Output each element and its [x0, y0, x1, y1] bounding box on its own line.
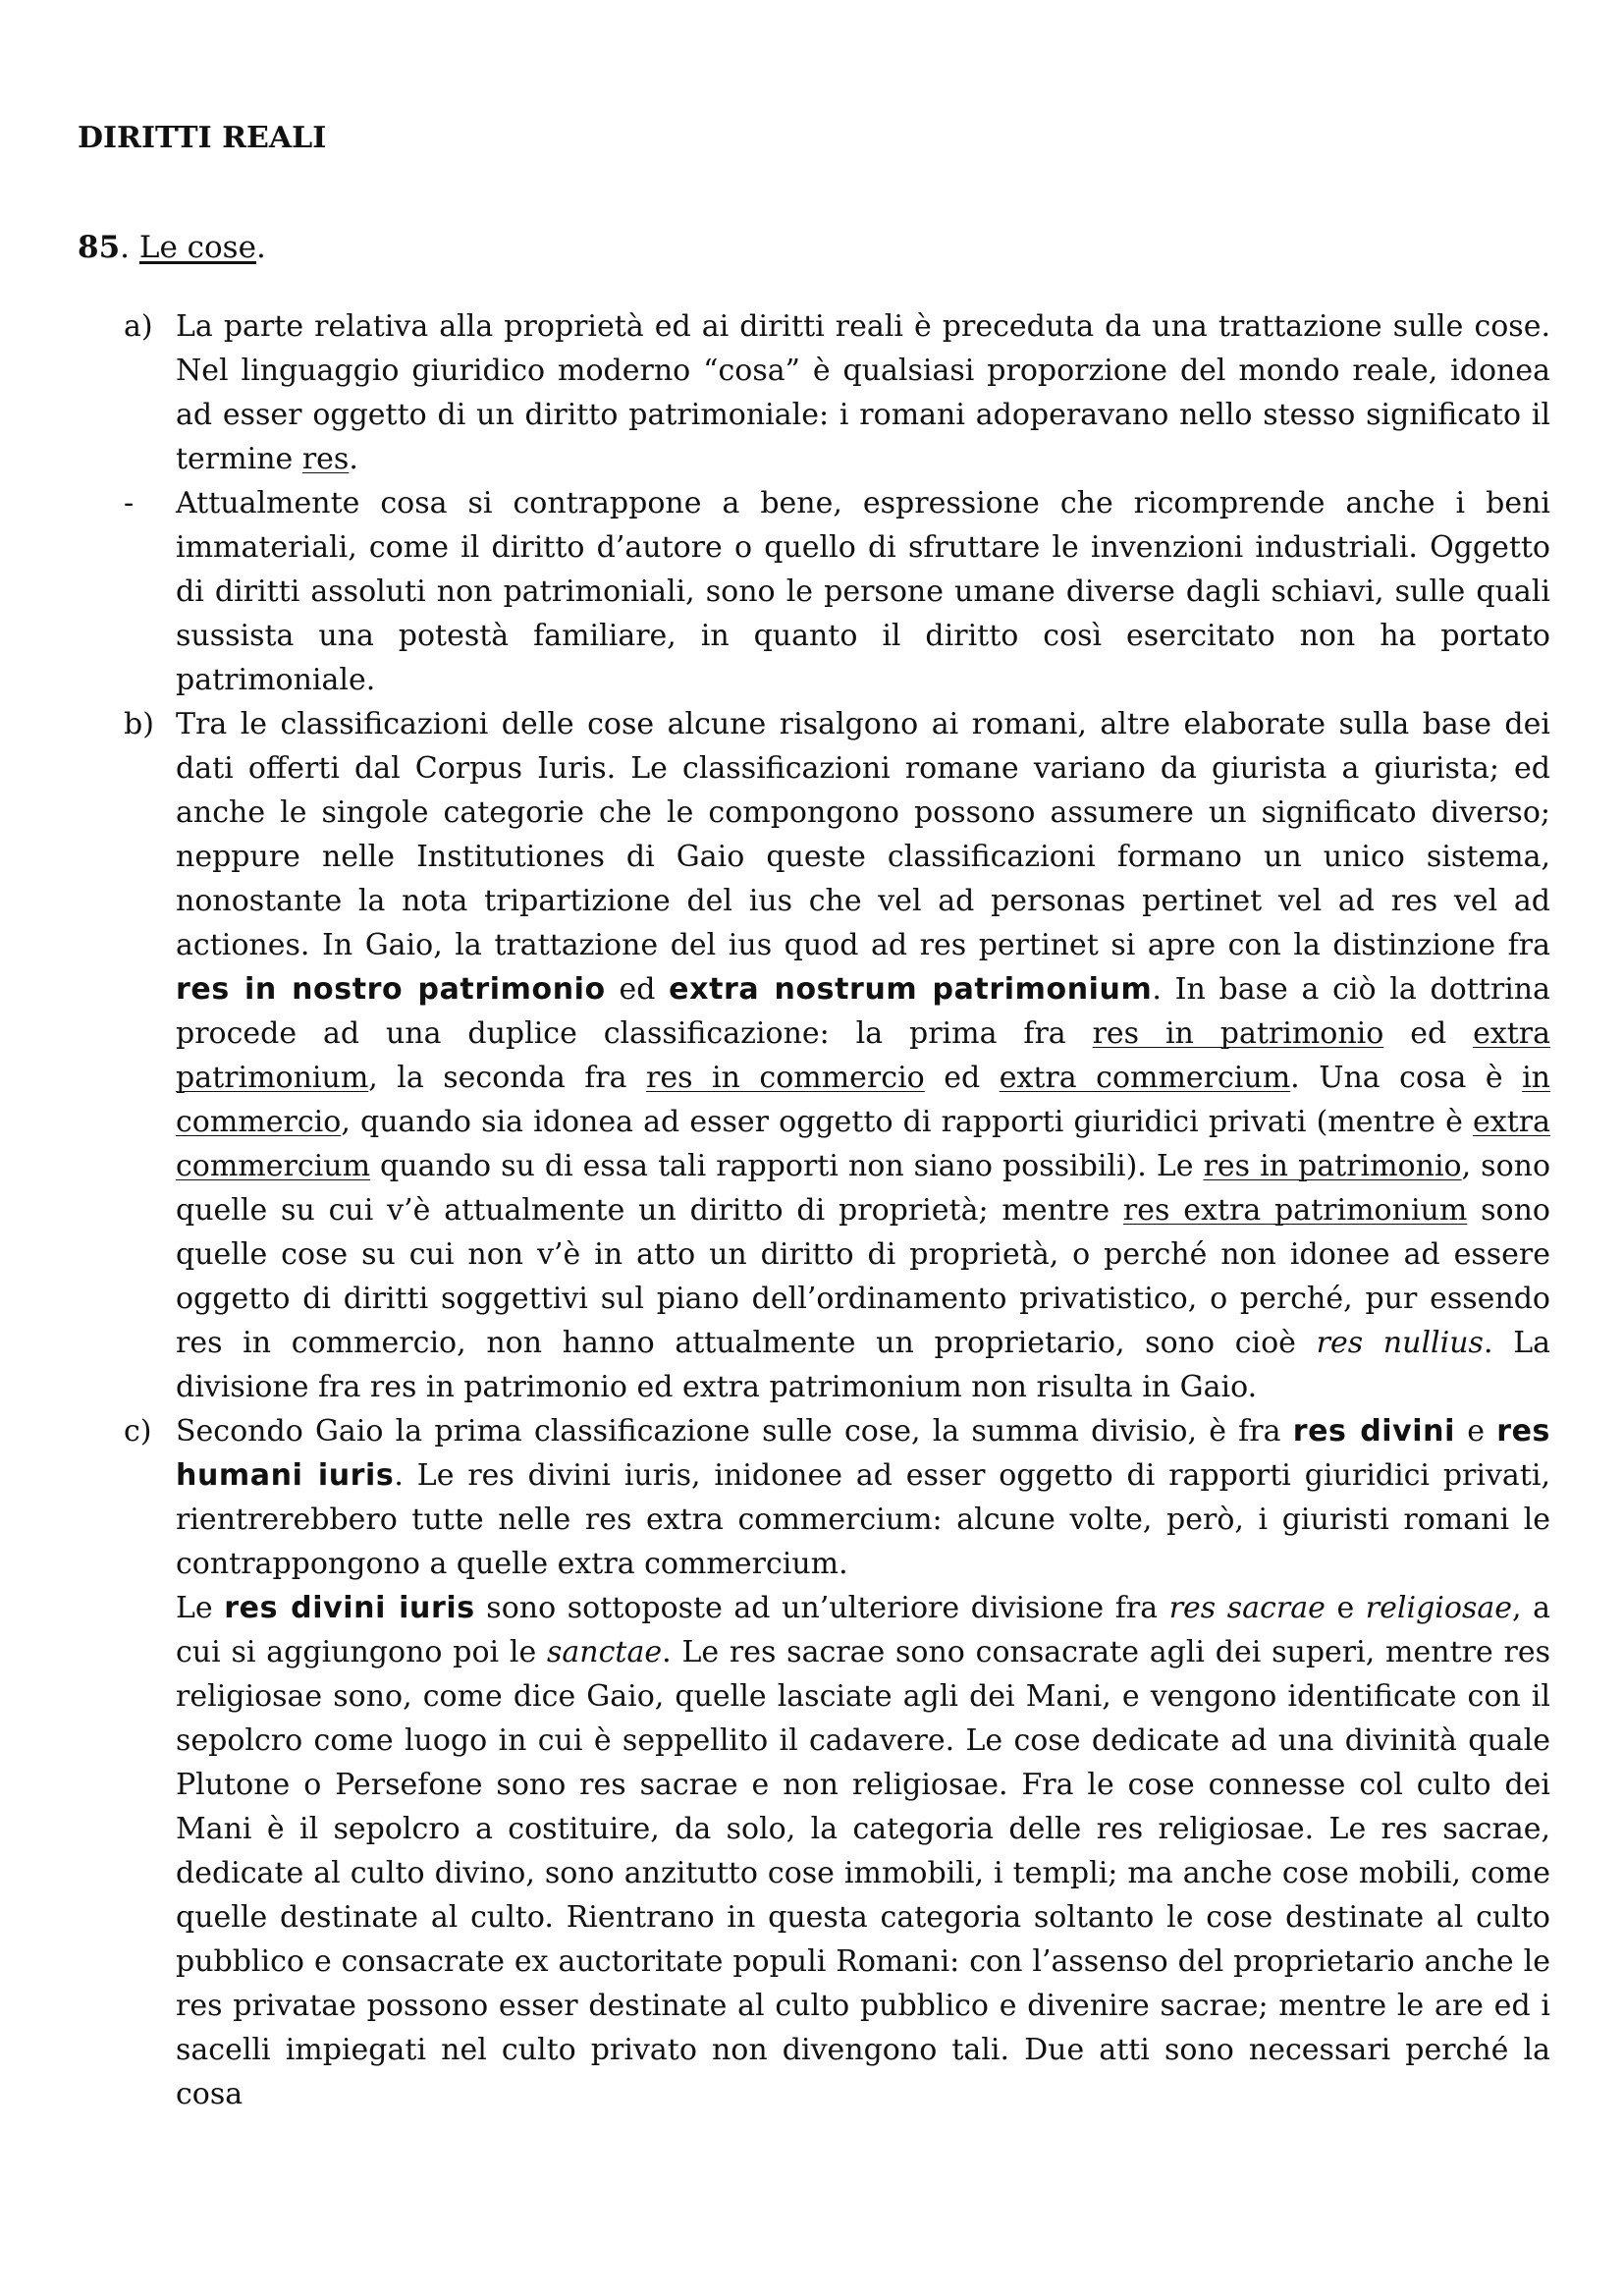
section-title-text: Le cose [138, 230, 256, 265]
text-run: sono quelle cose su cui non v’è in atto un diritto di proprietà, o perché non idonee ad essere oggetto di diritti soggettivi sul piano dell’ordinamento privatistico, o perché, pur essendo res in commercio, non hanno attualmente un proprietario, sono cioè [176, 1193, 1550, 1360]
text-run: Tra le classificazioni delle cose alcune risalgono ai romani, altre elaborate sulla base dei dati offerti dal Corpus Iuris. Le classificazioni romane variano da giurista a giurista; ed anche le singole categorie che le compongono possono assumere un significato diverso; neppure nelle Institutiones di Gaio queste classificazioni formano un unico sistema, nonostante la nota tripartizione del ius che vel ad personas pertinet vel ad res vel ad actiones. In Gaio, la trattazione del ius quod ad res pertinet si apre con la distinzione fra [176, 707, 1550, 962]
underlined-term: extra patrimonium [176, 1016, 1551, 1095]
text-run: ed [924, 1061, 1000, 1095]
underlined-term: extra commercium [176, 1105, 1550, 1183]
text-run: La parte relativa alla proprietà ed ai diritti reali è preceduta da una trattazione sulle cose. Nel linguaggio giuridico moderno “cosa” è qualsiasi proporzione del mondo reale, idonea ad esser oggetto di un diritto patrimoniale: i romani adoperavano nello stesso significato il termine [176, 309, 1550, 476]
underlined-term: res in patrimonio [1092, 1016, 1384, 1051]
list-item [78, 702, 1550, 1409]
underlined-term: res in commercio [646, 1061, 925, 1095]
text-run: quando su di essa tali rapporti non siano possibili). Le [370, 1149, 1204, 1183]
list-item [78, 481, 1550, 702]
list-item [78, 1409, 1550, 2116]
text-run: ed [605, 972, 670, 1007]
text-run: . Una cosa è [1290, 1061, 1523, 1095]
chapter-heading: DIRITTI REALI [78, 121, 327, 155]
bold-term: res humani iuris [176, 1414, 1550, 1493]
text-run: . La divisione fra res in patrimonio ed extra patrimonium non risulta in Gaio. [176, 1326, 1551, 1404]
bold-term: extra nostrum patrimonium [669, 972, 1153, 1007]
underlined-term: in commercio [176, 1061, 1550, 1139]
text-run: Secondo Gaio la prima classificazione sulle cose, la summa divisio, è fra [176, 1414, 1293, 1449]
underlined-term: extra commercium [999, 1061, 1291, 1095]
text-run: . Le res sacrae sono consacrate agli dei superi, mentre res religiosae sono, come dice Gaio, quelle lasciate agli dei Mani, e vengono identificate con il sepolcro come luogo in cui è seppellito il cadavere. Le cose dedicate ad una divinità quale Plutone o Persefone sono res sacrae e non religiosae. Fra le cose connesse col culto dei Mani è il sepolcro a costituire, da solo, la categoria delle res religiosae. Le res sacrae, dedicate al culto divino, sono anzitutto cose immobili, i templi; ma anche cose mobili, come quelle destinate al culto. Rientrano in questa categoria soltanto le cose destinate al culto pubblico e consacrate ex auctoritate populi Romani: con l’assenso del proprietario anche le res privatae possono esser destinate al culto pubblico e divenire sacrae; mentre le are ed i sacelli impiegati nel culto privato non divengono tali. Due atti sono necessari perché la cosa [176, 1635, 1550, 2111]
italic-term: res nullius [1316, 1326, 1484, 1360]
text-run: Attualmente cosa si contrappone a bene, espressione che ricomprende anche i beni immateriali, come il diritto d’autore o quello di sfruttare le invenzioni industriali. Oggetto di diritti assoluti non patrimoniali, sono le persone umane diverse dagli schiavi, sulle quali sussista una potestà familiare, in quanto il diritto così esercitato non ha portato patrimoniale. [176, 486, 1550, 697]
italic-term: res sacrae [1168, 1591, 1326, 1625]
text-run: , la seconda fra [368, 1061, 647, 1095]
paragraph-list [78, 304, 1550, 2116]
section-number: 85 [78, 230, 121, 265]
text-run: sono sottoposte ad un’ulteriore divisione fra [474, 1591, 1169, 1625]
bold-term: res in nostro patrimonio [176, 972, 606, 1007]
text-run: , sono quelle su cui v’è attualmente un diritto di proprietà; mentre [176, 1149, 1551, 1228]
paragraph [176, 1586, 1550, 2116]
list-item [78, 304, 1550, 481]
text-run: e [1325, 1591, 1366, 1625]
list-marker: - [124, 486, 135, 520]
section-title: 85. Le cose. [78, 230, 266, 265]
italic-term: religiosae [1365, 1591, 1512, 1625]
list-marker: b) [124, 707, 154, 741]
underlined-term: res [301, 442, 350, 476]
underlined-term: res extra patrimonium [1122, 1193, 1468, 1228]
paragraph [176, 1409, 1550, 1586]
text-run: . [349, 442, 358, 476]
text-run: , a cui si aggiungono poi le [176, 1591, 1551, 1669]
paragraph [176, 481, 1550, 702]
bold-term: res divini iuris [224, 1591, 475, 1625]
paragraph [176, 702, 1550, 1409]
text-run: Le [176, 1591, 225, 1625]
list-marker: a) [124, 309, 153, 344]
text-run: e [1455, 1414, 1497, 1449]
text-run: . In base a ciò la dottrina procede ad una duplice classificazione: la prima fra [176, 972, 1550, 1051]
list-marker: c) [124, 1414, 152, 1449]
paragraph [176, 304, 1550, 481]
text-run: ed [1383, 1016, 1474, 1051]
text-run: . Le res divini iuris, inidonee ad esser oggetto di rapporti giuridici privati, rientrerebbero tutte nelle res extra commercium: alcune volte, però, i giuristi romani le contrappongono a quelle extra commercium. [176, 1458, 1550, 1581]
underlined-term: res in patrimonio [1203, 1149, 1462, 1183]
bold-term: res divini [1292, 1414, 1456, 1449]
italic-term: sanctae [547, 1635, 663, 1669]
text-run: , quando sia idonea ad esser oggetto di rapporti giuridici privati (mentre è [341, 1105, 1474, 1139]
